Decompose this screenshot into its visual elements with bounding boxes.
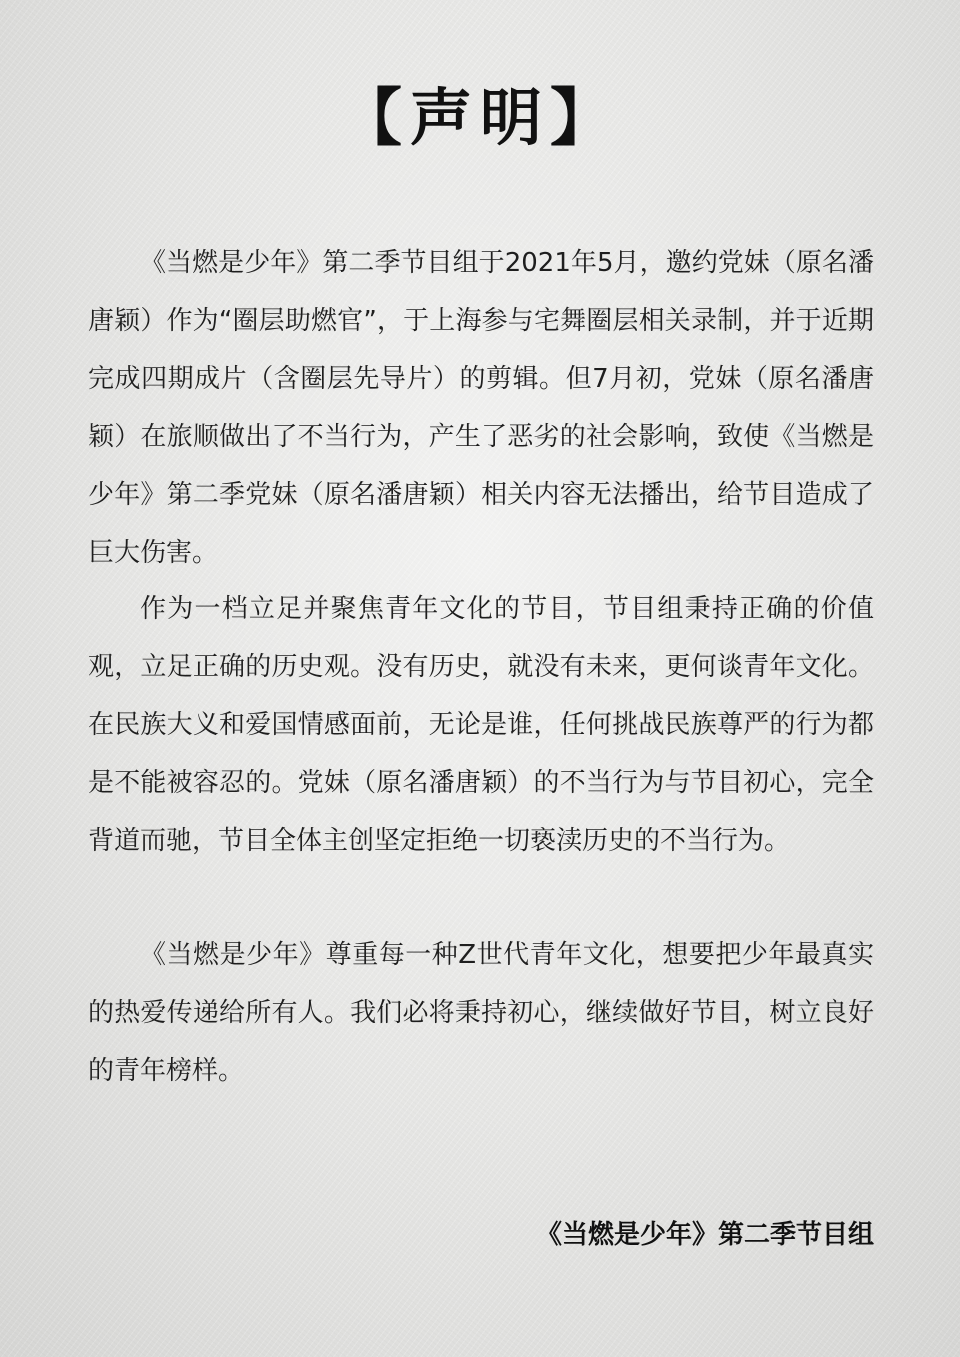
statement-signature: 《当燃是少年》第二季节目组 [535, 1220, 874, 1250]
statement-paragraph-3: 《当燃是少年》尊重每一种Z世代青年文化，想要把少年最真实的热爱传递给所有人。我们必将秉持初心，继续做好节目，树立良好的青年榜样。 [88, 940, 874, 1086]
statement-paragraph-1: 《当燃是少年》第二季节目组于2021年5月，邀约党妹（原名潘唐颖）作为“圈层助燃官”，于上海参与宅舞圈层相关录制，并于近期完成四期成片（含圈层先导片）的剪辑。但7月初，党妹（原名潘唐颖）在旅顺做出了不当行为，产生了恶劣的社会影响，致使《当燃是少年》第二季党妹（原名潘唐颖）相关内容无法播出，给节目造成了巨大伤害。 [88, 248, 874, 568]
statement-title: 【声明】 [339, 81, 620, 154]
statement-paragraph-2: 作为一档立足并聚焦青年文化的节目，节目组秉持正确的价值观，立足正确的历史观。没有历史，就没有未来，更何谈青年文化。在民族大义和爱国情感面前，无论是谁，任何挑战民族尊严的行为都是不能被容忍的。党妹（原名潘唐颖）的不当行为与节目初心，完全背道而驰，节目全体主创坚定拒绝一切亵渎历史的不当行为。 [88, 594, 874, 856]
